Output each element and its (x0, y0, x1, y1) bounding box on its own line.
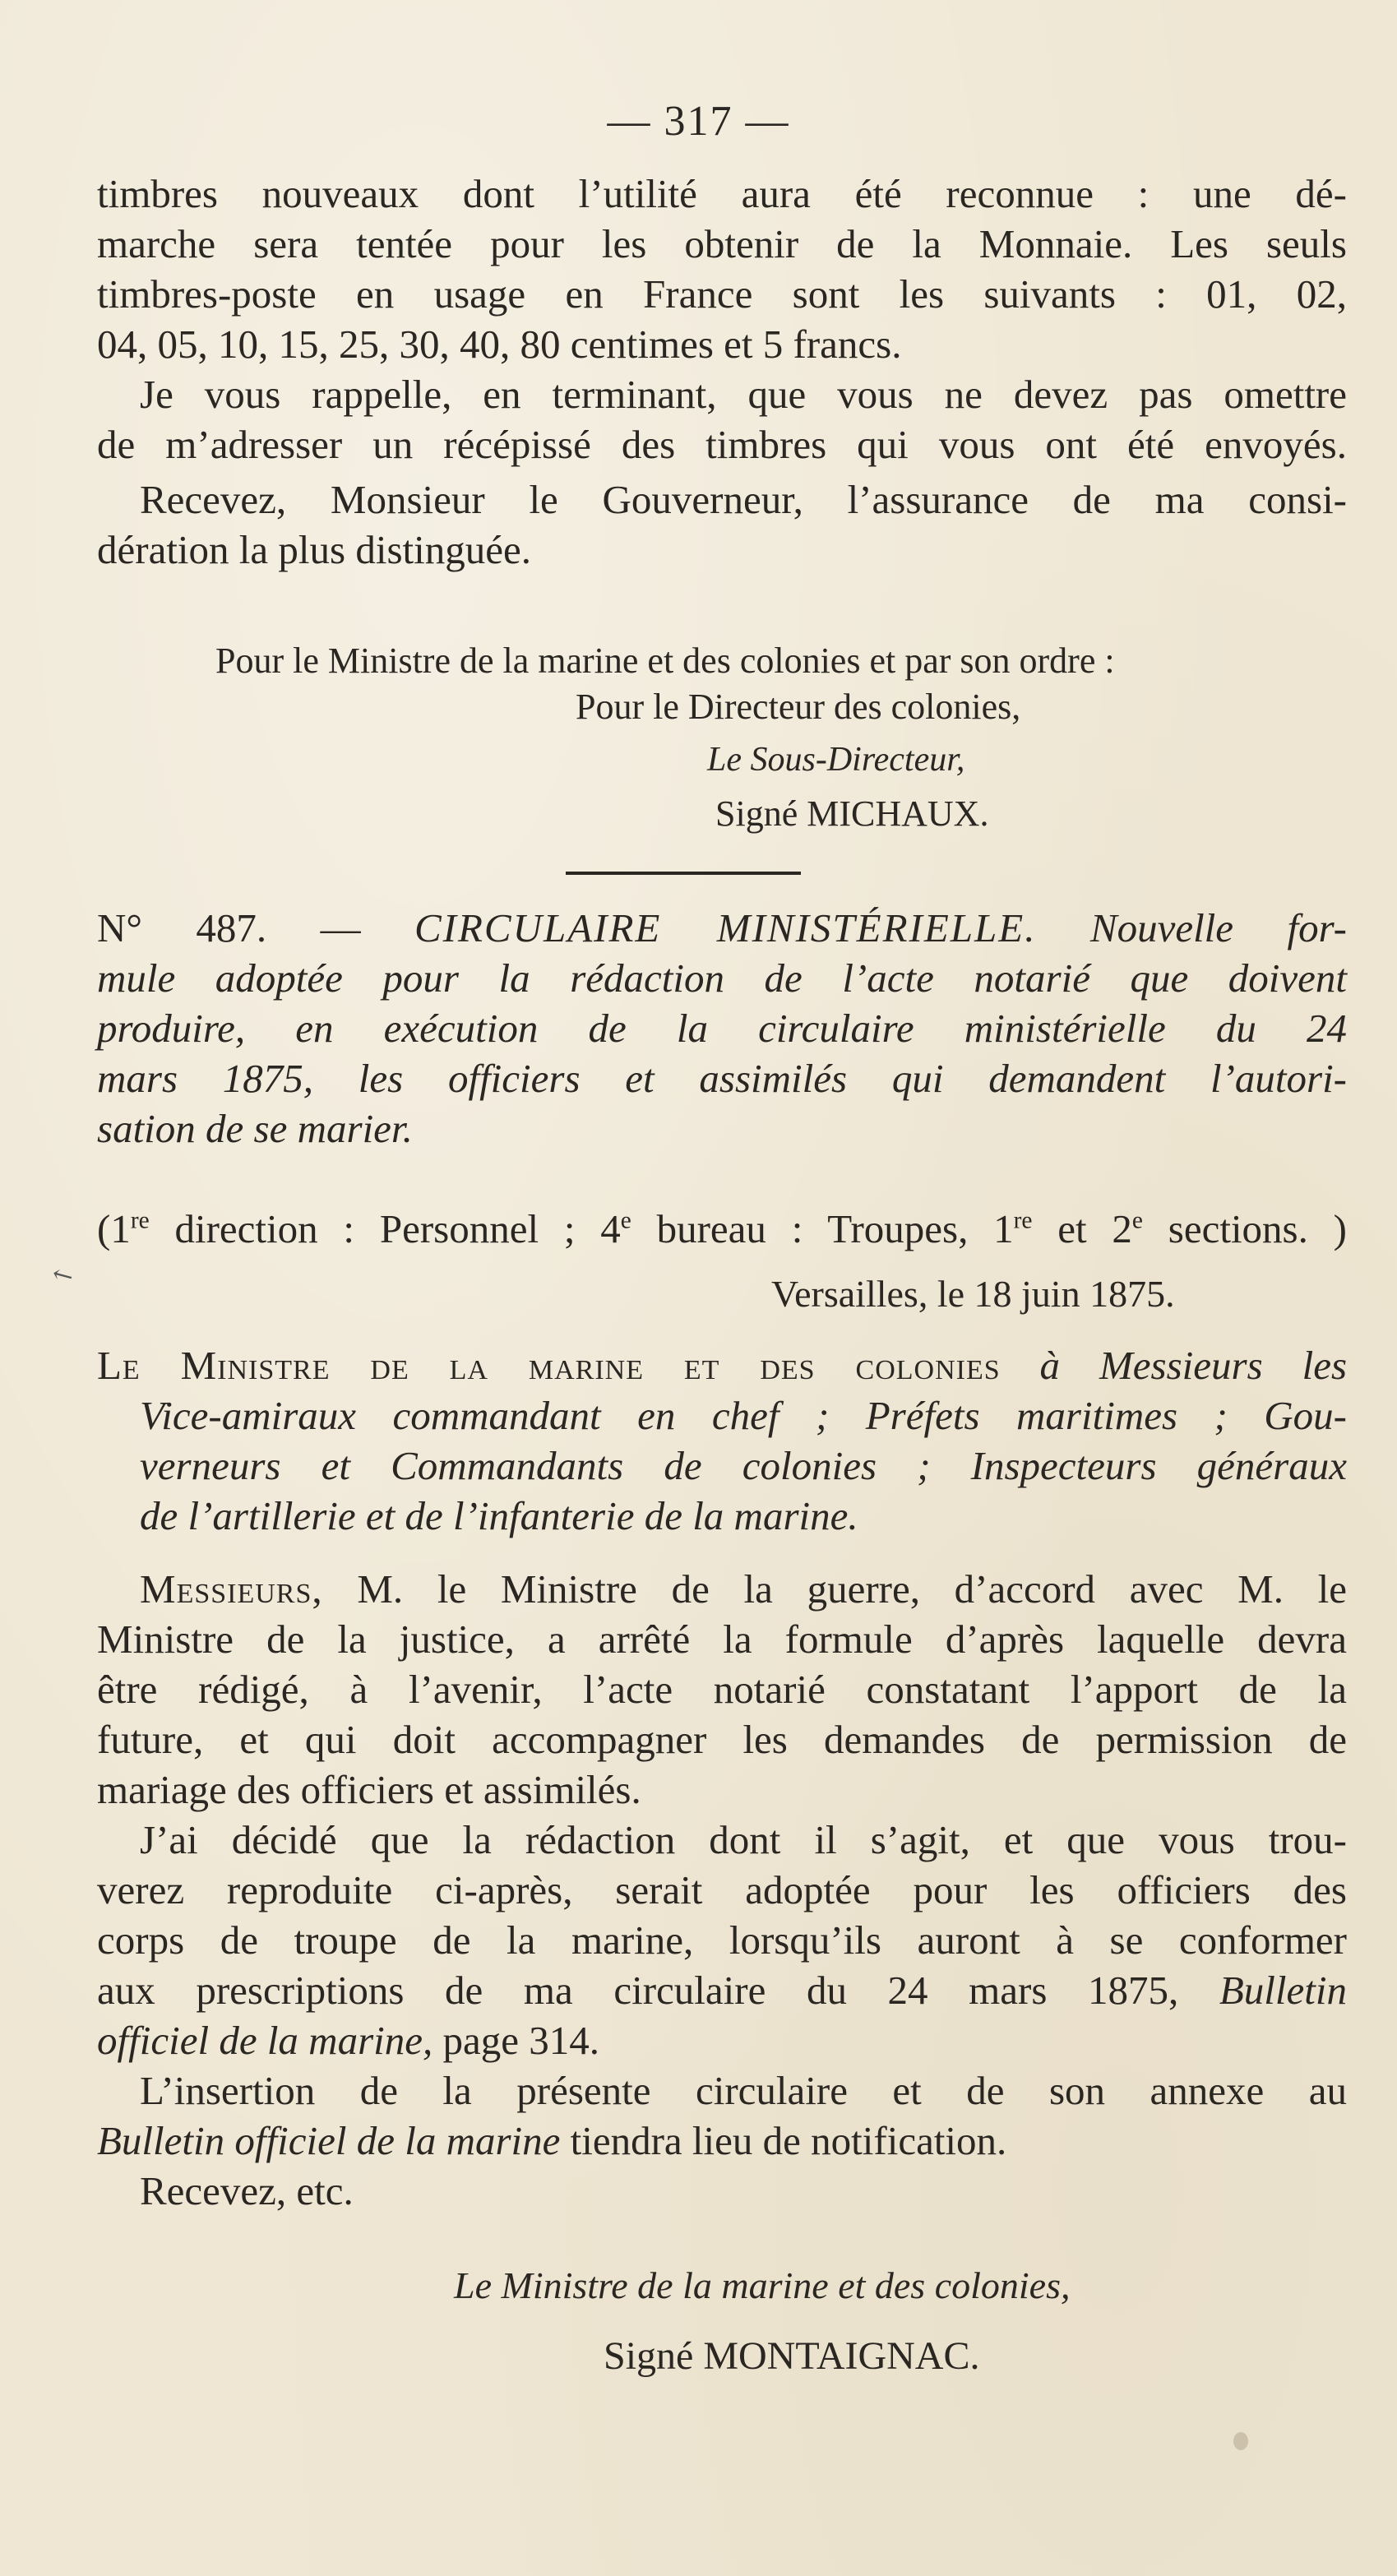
signature-line-signed-michaux: Signé MICHAUX. (715, 793, 989, 834)
text-line: verez reproduite ci-après, serait adoptée pour les officiers des (97, 1867, 1347, 1912)
heading-line: sation de se marier. (97, 1106, 413, 1151)
heading-line: mule adoptée pour la rédaction de l’acte notarié que doivent (97, 955, 1347, 1001)
signature-minister: Le Ministre de la marine et des colonies, (454, 2264, 1071, 2306)
direction-line: (1re direction : Personnel ; 4e bureau : Troupes, 1re et 2e sections. ) (97, 1206, 1347, 1251)
text-line: J’ai décidé que la rédaction dont il s’agit, et que vous trou- (140, 1817, 1347, 1862)
signature-line-minister-order: Pour le Ministre de la marine et des colonies et par son ordre : (215, 641, 1115, 681)
circular-body (97, 1564, 1347, 2216)
salutation: Messieurs, (140, 1566, 323, 1612)
text-line: marche sera tentée pour les obtenir de la Monnaie. Les seuls (97, 221, 1347, 266)
address-line: de l’artillerie et de l’infanterie de la marine. (140, 1493, 858, 1538)
text-line: Recevez, Monsieur le Gouverneur, l’assurance de ma consi- (140, 477, 1347, 522)
address-line: verneurs et Commandants de colonies ; Inspecteurs généraux (140, 1443, 1347, 1488)
text-line: Messieurs, M. le Ministre de la guerre, d’accord avec M. le (140, 1566, 1347, 1612)
text-line: de m’adresser un récépissé des timbres qui vous ont été envoyés. (97, 422, 1347, 467)
closing: Recevez, etc. (140, 2168, 354, 2213)
page-number: — 317 — (607, 98, 790, 145)
place-date: Versailles, le 18 juin 1875. (771, 1273, 1175, 1315)
text-line: timbres-poste en usage en France sont les suivants : 01, 02, (97, 271, 1347, 317)
signature-line-subdirector: Le Sous-Directeur, (707, 741, 965, 779)
circular-heading (97, 903, 1347, 1154)
margin-mark: ↖ (47, 1258, 79, 1293)
address-recipients: à Messieurs les (1039, 1343, 1348, 1388)
signature-signed-montaignac: Signé MONTAIGNAC. (604, 2334, 980, 2378)
text-line: être rédigé, à l’avenir, l’acte notarié constatant l’apport de la (97, 1667, 1347, 1712)
address-line: Vice-amiraux commandant en chef ; Préfets maritimes ; Gou- (140, 1393, 1347, 1438)
circular-title: CIRCULAIRE MINISTÉRIELLE. (414, 905, 1037, 950)
heading-line: mars 1875, les officiers et assimilés qui demandent l’autori- (97, 1056, 1347, 1101)
previous-circular-text (97, 169, 1347, 575)
text-line: Ministre de la justice, a arrêté la formule d’après laquelle devra (97, 1616, 1347, 1662)
text-line: officiel de la marine, page 314. (97, 2018, 599, 2063)
text-line: future, et qui doit accompagner les demandes de permission de (97, 1717, 1347, 1762)
section-separator (566, 872, 801, 875)
heading-line: produire, en exécution de la circulaire ministérielle du 24 (97, 1006, 1347, 1051)
circular-number: N° 487. — (97, 905, 361, 950)
paper-speck (1233, 2432, 1248, 2450)
text-line: L’insertion de la présente circulaire et de son annexe au (140, 2068, 1347, 2113)
text-line: 04, 05, 10, 15, 25, 30, 40, 80 centimes et 5 francs. (97, 321, 902, 367)
text-line: Je vous rappelle, en terminant, que vous ne devez pas omettre (140, 372, 1347, 417)
heading-text: Nouvelle for- (1089, 905, 1347, 950)
text-line: Bulletin officiel de la marine tiendra lieu de notification. (97, 2118, 1007, 2163)
address-line (97, 1340, 1347, 1390)
address-block (97, 1340, 1347, 1541)
text-line: corps de troupe de la marine, lorsqu’ils auront à se conformer (97, 1917, 1347, 1963)
signature-line-director: Pour le Directeur des colonies, (576, 687, 1021, 727)
text-line: mariage des officiers et assimilés. (97, 1767, 641, 1812)
text-line: dération la plus distinguée. (97, 527, 531, 572)
text-line: timbres nouveaux dont l’utilité aura été reconnue : une dé- (97, 171, 1347, 216)
sender: Le Ministre de la marine et des colonies (97, 1343, 1001, 1388)
heading-line (97, 903, 1347, 953)
text-line: aux prescriptions de ma circulaire du 24 mars 1875, Bulletin (97, 1968, 1347, 2013)
